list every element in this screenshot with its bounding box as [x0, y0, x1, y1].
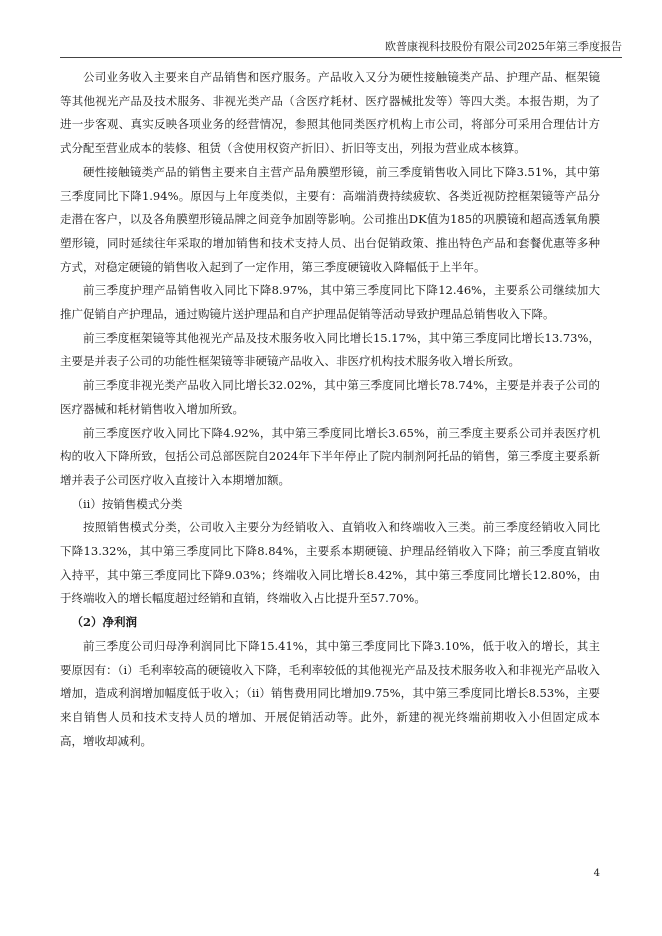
paragraph-sales-mode: 按照销售模式分类，公司收入主要分为经销收入、直销收入和终端收入三类。前三季度经销收入同比下降13.32%，其中第三季度同比下降8.84%，主要系本期硬镜、护理品经销收入下降；前三季度直销收入持平，其中第三季度同比下降9.03%；终端收入同比增长8.42%，其中第三季度同比增长12.80%，由于终端收入的增长幅度超过经销和直销，终端收入占比提升至57.70%。: [60, 520, 600, 606]
paragraph-hard-lens: 硬性接触镜类产品的销售主要来自主营产品角膜塑形镜，前三季度销售收入同比下降3.51%，其中第三季度同比下降1.94%。原因与上年度类似，主要有：高端消费持续疲软、各类近视防控框架镜等产品分走潜在客户，以及各角膜塑形镜品牌之间竞争加剧等影响。公司推出DK值为185的巩膜镜和超高透氧角膜塑形镜，同时延续往年采取的增加销售和技术支持人员、出台促销政策、推出特色产品和套餐优惠等多种方式，对稳定硬镜的销售收入起到了一定作用，第三季度硬镜收入降幅低于上半年。: [60, 164, 600, 274]
paragraph-frame-glasses: 前三季度框架镜等其他视光产品及技术服务收入同比增长15.17%，其中第三季度同比增长13.73%，主要是并表子公司的功能性框架镜等非硬镜产品收入、非医疗机构技术服务收入增长所致。: [60, 330, 600, 369]
header-title: 欧普康视科技股份有限公司2025年第三季度报告: [385, 40, 622, 53]
paragraph-net-profit: 前三季度公司归母净利润同比下降15.41%，其中第三季度同比下降3.10%，低于收入的增长，其主要原因有：（i）毛利率较高的硬镜收入下降，毛利率较低的其他视光产品及技术服务收入和非视光产品收入增加，造成利润增加幅度低于收入；（ii）销售费用同比增加9.75%，其中第三季度同比增长8.53%，主要来自销售人员和技术支持人员的增加、开展促销活动等。此外，新建的视光终端前期收入小但固定成本高，增收却减利。: [60, 638, 600, 748]
paragraph-medical-revenue: 前三季度医疗收入同比下降4.92%，其中第三季度同比增长3.65%，前三季度主要系公司并表医疗机构的收入下降所致，包括公司总部医院自2024年下半年停止了院内制剂阿托品的销售，第三季度主要系新增并表子公司医疗收入直接计入本期增加额。: [60, 425, 600, 487]
page-header: [60, 40, 622, 54]
paragraph-care-products: 前三季度护理产品销售收入同比下降8.97%，其中第三季度同比下降12.46%，主要系公司继续加大推广促销自产护理品，通过购镜片送护理品和自产护理品促销等活动导致护理品总销售收入下降。: [60, 283, 600, 322]
page-number: 4: [593, 868, 600, 879]
header-divider: [60, 57, 622, 58]
paragraph-non-optometry: 前三季度非视光类产品收入同比增长32.02%，其中第三季度同比增长78.74%，主要是并表子公司的医疗器械和耗材销售收入增加所致。: [60, 378, 600, 416]
report-body: [60, 66, 600, 753]
subheading-sales-mode: （ii）按销售模式分类: [71, 496, 183, 511]
paragraph-revenue-overview: 公司业务收入主要来自产品销售和医疗服务。产品收入又分为硬性接触镜类产品、护理产品、框架镜等其他视光产品及技术服务、非视光类产品（含医疗耗材、医疗器械批发等）等四大类。本报告期，为了进一步客观、真实反映各项业务的经营情况，参照其他同类医疗机构上市公司，将部分可采用合理估计方式分配至营业成本的装修、租赁（含使用权资产折旧）、折旧等支出，列报为营业成本核算。: [60, 70, 600, 156]
subheading-net-profit: （2）净利润: [71, 615, 138, 630]
